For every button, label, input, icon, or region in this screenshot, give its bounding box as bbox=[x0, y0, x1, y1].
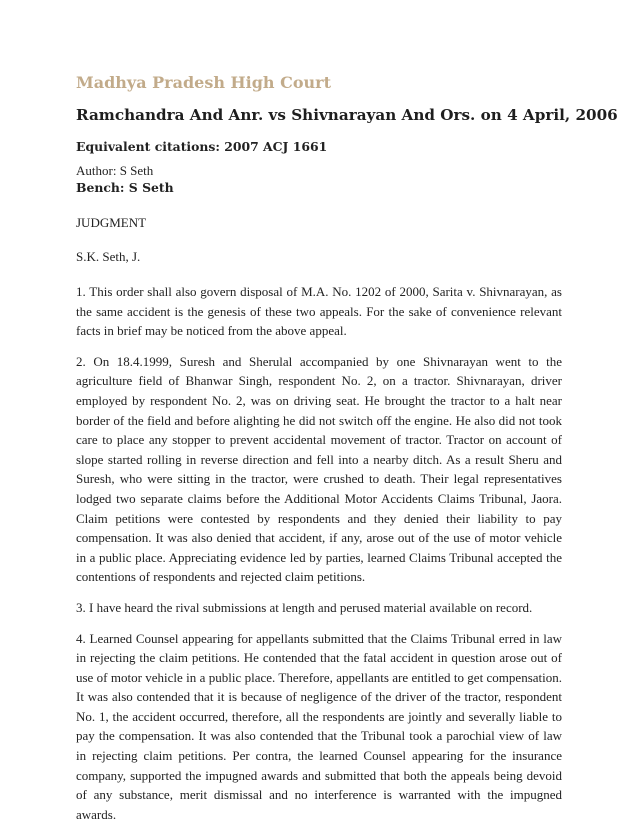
equivalent-citations: Equivalent citations: 2007 ACJ 1661 bbox=[76, 139, 328, 154]
paragraph-1: 1. This order shall also govern disposal of M.A. No. 1202 of 2000, Sarita v. Shivnarayan, as the same accident is the genesis of these two appeals. For the sake of convenience relevant facts in brief may be noticed from the above appeal. bbox=[76, 284, 562, 339]
case-title: Ramchandra And Anr. vs Shivnarayan And Ors. on 4 April, 2006 bbox=[76, 106, 618, 124]
court-name: Madhya Pradesh High Court bbox=[76, 73, 331, 92]
document-page bbox=[76, 72, 618, 835]
paragraph-2: 2. On 18.4.1999, Suresh and Sherulal accompanied by one Shivnarayan went to the agriculture field of Bhanwar Singh, respondent No. 2, on a tractor. Shivnarayan, driver employed by respondent No. 2, was on driving seat. He brought the tractor to a halt near border of the field and before alighting he did not switch off the engine. He also did not took care to place any stopper to prevent accidental movement of tractor. Tractor on account of slope started rolling in reverse direction and fell into a nearby ditch. As a result Sheru and Suresh, who were sitting in the tractor, were crushed to death. Their legal representatives lodged two separate claims before the Additional Motor Accidents Claims Tribunal, Jaora. Claim petitions were contested by respondents and they denied their liability to pay compensation. It was also denied that accident, if any, arose out of the use of motor vehicle in a public place. Appreciating evidence led by parties, learned Claims Tribunal accepted the contentions of respondents and rejected claim petitions. bbox=[76, 353, 562, 585]
author-line: Author: S Seth bbox=[76, 163, 154, 178]
paragraph-3: 3. I have heard the rival submissions at length and perused material available on record. bbox=[76, 599, 533, 615]
judgment-label: JUDGMENT bbox=[76, 215, 147, 230]
bench-line: Bench: S Seth bbox=[76, 180, 174, 195]
judge-name: S.K. Seth, J. bbox=[76, 249, 141, 264]
paragraph-4: 4. Learned Counsel appearing for appellants submitted that the Claims Tribunal erred in law in rejecting the claim petitions. He contended that the fatal accident in question arose out of use of motor vehicle in a public place. Therefore, appellants are entitled to get compensation. It was also contended that it is because of negligence of the driver of the tractor, respondent No. 1, the accident occurred, therefore, all the respondents are jointly and severally liable to pay the compensation. It was also contended that the Tribunal took a parochial view of law in rejecting claim petitions. Per contra, the learned Counsel appearing for the insurance company, supported the impugned awards and submitted that both the appeals being devoid of any substance, merit dismissal and no interference is warranted with the impugned awards. bbox=[76, 630, 562, 822]
